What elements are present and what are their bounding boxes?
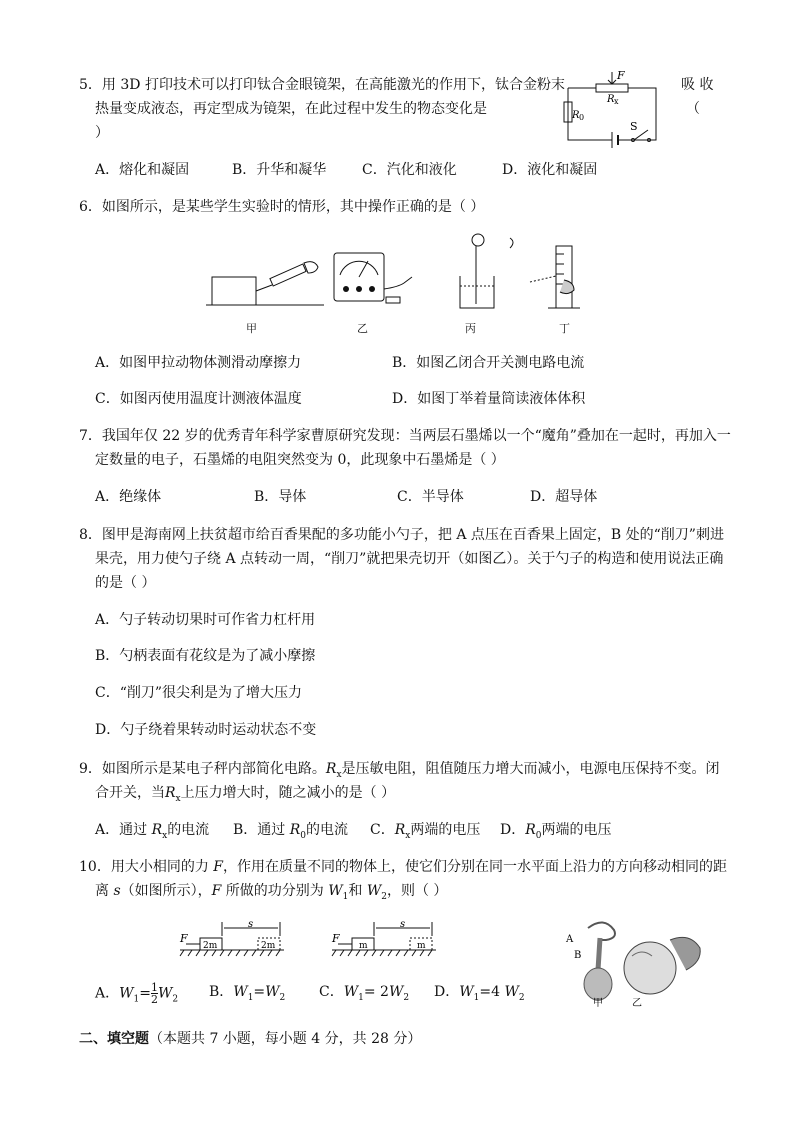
q9-option-a[interactable]: A．通过 $R_x$的电流 xyxy=(95,822,210,841)
q10-fig2-force: F xyxy=(332,932,340,945)
q6-option-c[interactable]: C．如图丙使用温度计测液体温度 xyxy=(95,391,302,407)
q6-caption-bing: 丙 xyxy=(465,322,476,335)
q10-option-b[interactable]: B．$W_1=W_2$ xyxy=(209,984,286,1003)
q6-option-b[interactable]: B．如图乙闭合开关测电路电流 xyxy=(392,355,585,371)
q10-option-a[interactable]: A．$W_1=$ $\frac{1}{2}$ $W_2$ xyxy=(95,981,179,1006)
q6-caption-yi: 乙 xyxy=(357,322,368,335)
q5-line-1: 5．用 3D 打印技术可以打印钛合金眼镜架，在高能激光的作用下，钛合金粉末 xyxy=(79,77,565,93)
q10-fig1-distance: s xyxy=(248,919,254,930)
q5-line-1-tail: 吸 收 xyxy=(681,77,714,93)
circuit-rx-label: R xyxy=(607,94,615,105)
q5-option-d[interactable]: D．液化和凝固 xyxy=(502,162,598,178)
q7-option-c[interactable]: C．半导体 xyxy=(397,489,464,505)
spoon-point-b: B xyxy=(574,950,582,961)
q7-line-2: 定数量的电子，石墨烯的电阻突然变为 0，此现象中石墨烯是（ ） xyxy=(95,452,505,468)
circuit-switch-label: S xyxy=(630,120,638,133)
circuit-figure xyxy=(556,70,666,152)
q10-option-d[interactable]: D．$W_1=4$ $W_2$ xyxy=(434,984,525,1003)
q10-line-1: 10．用大小相同的力 F，作用在质量不同的物体上，使它们分别在同一水平面上沿力的方向移动相同的距 xyxy=(79,859,727,875)
q8-option-c[interactable]: C．“削刀”很尖利是为了增大压力 xyxy=(95,685,303,701)
circuit-rx-sub: x xyxy=(614,97,619,106)
spoon-caption-yi: 乙 xyxy=(632,998,642,1008)
q6-option-a[interactable]: A．如图甲拉动物体测滑动摩擦力 xyxy=(95,355,302,371)
q10-option-c[interactable]: C．$W_1= 2W_2$ xyxy=(319,984,410,1003)
q6-option-d[interactable]: D．如图丁举着量筒读液体体积 xyxy=(392,391,586,407)
q10-fig1-force: F xyxy=(180,932,188,945)
q9-line-2: 合开关，当$R_x$上压力增大时，随之减小的是（ ） xyxy=(95,785,396,804)
q7-option-b[interactable]: B．导体 xyxy=(254,489,307,505)
q5-line-2: 热量变成液态，再定型成为镜架，在此过程中发生的物态变化是 xyxy=(95,101,487,117)
q10-line-2: 离 s（如图所示），F 所做的功分别为 $W_1$和 $W_2$，则（ ） xyxy=(95,883,448,902)
q5-option-c[interactable]: C．汽化和液化 xyxy=(362,162,457,178)
q8-option-b[interactable]: B．勺柄表面有花纹是为了减小摩擦 xyxy=(95,648,316,664)
q6-figure-yi xyxy=(328,245,420,313)
q10-fig1-mass: 2m xyxy=(203,941,218,951)
circuit-r0-sub: 0 xyxy=(579,113,585,122)
q5-line-2-tail: （ xyxy=(686,101,700,117)
q5-line-3: ） xyxy=(95,125,109,141)
q10-fig2-mass: m xyxy=(359,941,368,951)
q10-figure-2m xyxy=(176,918,288,960)
circuit-r0-label: R xyxy=(572,110,580,121)
q9-option-d[interactable]: D．$R_0$两端的电压 xyxy=(500,822,612,841)
q6-caption-ding: 丁 xyxy=(559,322,570,335)
section-2-title: 二、填空题 xyxy=(79,1031,149,1047)
q7-option-a[interactable]: A．绝缘体 xyxy=(95,489,162,505)
q6-figure-ding xyxy=(528,240,592,314)
q10-figure-m xyxy=(328,918,440,960)
q10-fig2-distance: s xyxy=(400,919,406,930)
q7-line-1: 7．我国年仅 22 岁的优秀青年科学家曹原研究发现：当两层石墨烯以一个“魔角”叠加在一起时，再加入一 xyxy=(79,428,731,444)
q5-option-a[interactable]: A．熔化和凝固 xyxy=(95,162,190,178)
q9-option-b[interactable]: B．通过 $R_0$的电流 xyxy=(233,822,349,841)
spoon-point-a: A xyxy=(566,934,574,945)
q8-line-1: 8．图甲是海南网上扶贫超市给百香果配的多功能小勺子，把 A 点压在百香果上固定，B 处的“削刀”刺进 xyxy=(79,527,724,543)
spoon-figure xyxy=(560,916,710,1008)
spoon-caption-jia: 甲 xyxy=(593,998,603,1008)
q8-option-d[interactable]: D．勺子绕着果转动时运动状态不变 xyxy=(95,722,317,738)
section-2-heading xyxy=(79,1029,421,1049)
q10-fig2-mass-moved: m xyxy=(417,941,426,951)
q6-caption-jia: 甲 xyxy=(246,322,257,335)
q8-option-a[interactable]: A．勺子转动切果时可作省力杠杆用 xyxy=(95,612,316,628)
q5-option-b[interactable]: B．升华和凝华 xyxy=(232,162,327,178)
q9-option-c[interactable]: C．$R_x$两端的电压 xyxy=(370,822,481,841)
section-2-note: （本题共 7 小题，每小题 4 分，共 28 分） xyxy=(149,1031,422,1047)
q8-line-3: 的是（ ） xyxy=(95,575,156,591)
q7-option-d[interactable]: D．超导体 xyxy=(530,489,598,505)
circuit-force-label: F xyxy=(617,70,625,82)
q9-line-1: 9．如图所示是某电子秤内部简化电路。$R_x$是压敏电阻，阻值随压力增大而减小，电源电压保持不变。闭 xyxy=(79,761,720,780)
q6-stem: 6．如图所示，是某些学生实验时的情形，其中操作正确的是（ ） xyxy=(79,199,485,215)
q6-figure-jia xyxy=(206,245,326,313)
q8-line-2: 果壳，用力使勺子绕 A 点转动一周，“削刀”就把果壳切开（如图乙）。关于勺子的构造和使用说法正确 xyxy=(95,551,724,567)
q6-figure-bing xyxy=(452,232,522,314)
q10-fig1-mass-moved: 2m xyxy=(261,941,276,951)
